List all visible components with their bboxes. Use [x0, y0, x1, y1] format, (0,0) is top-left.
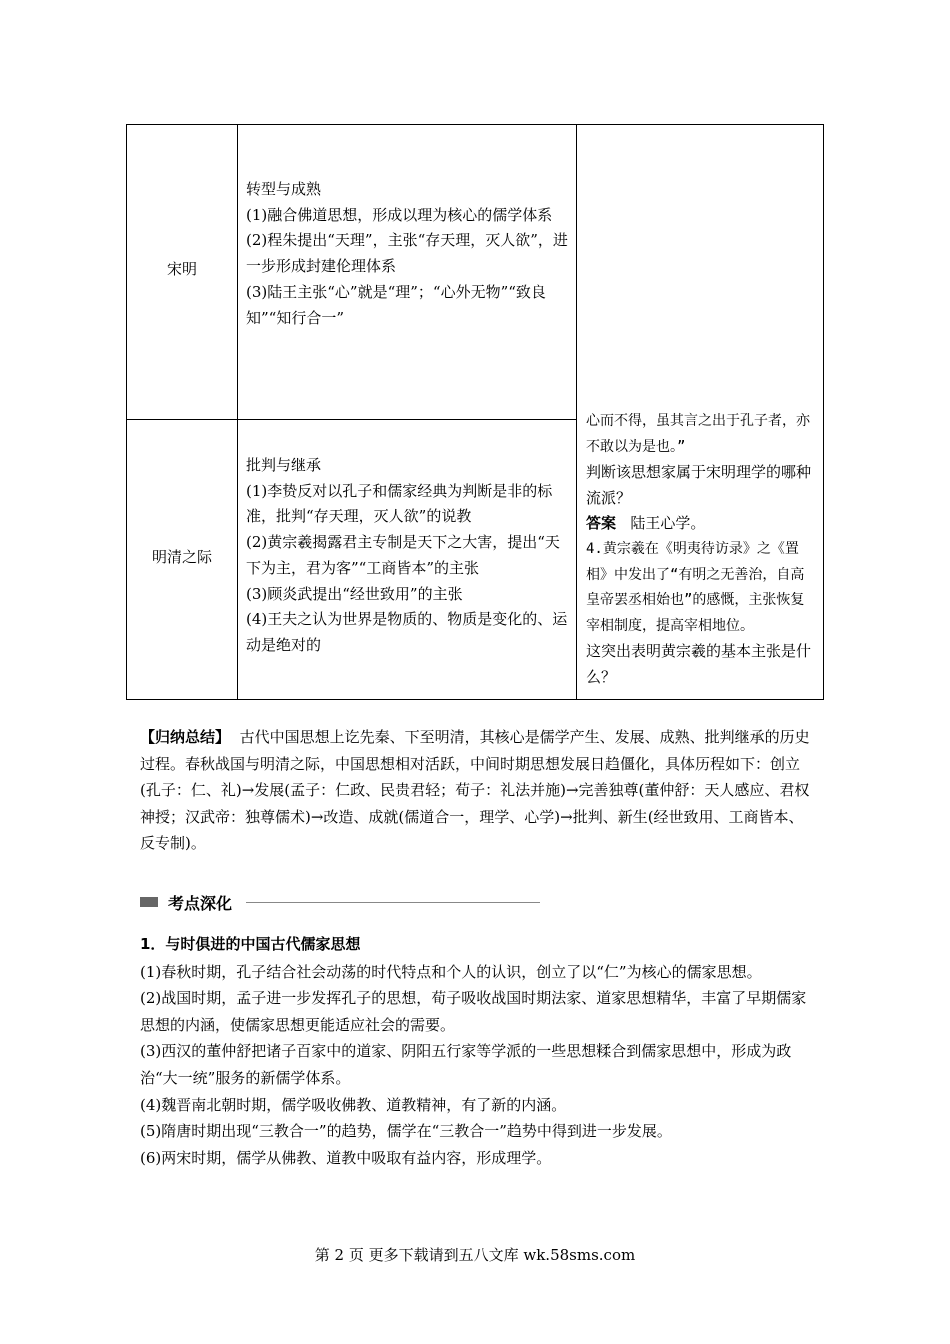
point-item: (6)两宋时期，儒学从佛教、道教中吸取有益内容，形成理学。: [140, 1148, 552, 1167]
table-row-divider: [126, 419, 577, 420]
content-line: (4)王夫之认为世界是物质的、物质是变化的、运动是绝对的: [246, 610, 568, 654]
content-line: 批判与继承: [246, 456, 322, 474]
summary-tag: 【归纳总结】: [140, 728, 231, 746]
side-question-cell: [586, 409, 818, 691]
table-content-cell: [246, 453, 572, 659]
table-col-divider-2: [576, 124, 577, 700]
content-line: (1)融合佛道思想，形成以理为核心的儒学体系: [246, 205, 553, 224]
answer-label: 答案: [586, 514, 617, 533]
points-body: [140, 931, 816, 1171]
table-era-cell: 明清之际: [151, 548, 212, 566]
table-bottom-border: [126, 699, 824, 700]
point-item: (5)隋唐时期出现“三教合一”的趋势，儒学在“三教合一”趋势中得到进一步发展。: [140, 1122, 672, 1141]
point-item: (3)西汉的董仲舒把诸子百家中的道家、阴阳五行家等学派的一些思想糅合到儒家思想中，形成为政治“大一统”服务的新儒学体系。: [140, 1042, 792, 1087]
table-left-border: [126, 124, 127, 700]
points-heading: 1．与时俱进的中国古代儒家思想: [140, 935, 361, 953]
table-top-border: [126, 124, 824, 125]
section-header: [140, 888, 540, 916]
content-line: (1)李贽反对以孔子和儒家经典为判断是非的标准，批判“存天理，灭人欲”的说教: [246, 481, 553, 526]
table-content-cell: [246, 177, 572, 331]
question-4-text: 4.黄宗羲在《明夷待访录》之《置相》中发出了“有明之无善治，自高皇帝罢丞相始也”的感慨，主张恢复宰相制度，提高宰相地位。: [586, 540, 805, 634]
point-item: (4)魏晋南北朝时期，儒学吸收佛教、道教精神，有了新的内涵。: [140, 1095, 567, 1114]
section-rule: [246, 902, 540, 903]
content-line: (2)黄宗羲揭露君主专制是天下之大害，提出“天下为主，君为客”“工商皆本”的主张: [246, 533, 560, 577]
content-line: (2)程朱提出“天理”，主张“存天理，灭人欲”，进一步形成封建伦理体系: [246, 231, 568, 276]
question-4: 这突出表明黄宗羲的基本主张是什么？: [586, 642, 812, 686]
content-line: (3)顾炎武提出“经世致用”的主张: [246, 584, 463, 603]
table-right-border: [823, 124, 824, 700]
point-item: (1)春秋时期，孔子结合社会动荡的时代特点和个人的认识，创立了以“仁”为核心的儒家思想。: [140, 962, 762, 981]
point-item: (2)战国时期，孟子进一步发挥孔子的思想，荀子吸收战国时期法家、道家思想精华，丰富了早期儒家思想的内涵，使儒家思想更能适应社会的需要。: [140, 989, 807, 1034]
section-square-icon: [140, 897, 158, 907]
table-col-divider-1: [237, 124, 238, 700]
content-line: (3)陆王主张“心”就是“理”；“心外无物”“致良知”“知行合一”: [246, 282, 546, 327]
answer-text: 陆王心学。: [630, 514, 706, 533]
page-footer: 第 2 页 更多下载请到五八文库 wk.58sms.com: [314, 1246, 636, 1264]
summary-paragraph: [140, 724, 816, 857]
question-3: 判断该思想家属于宋明理学的哪种流派？: [586, 463, 812, 507]
table-era-cell: 宋明: [166, 260, 197, 278]
section-title: 考点深化: [168, 893, 233, 913]
content-line: 转型与成熟: [246, 180, 322, 198]
answer: [586, 511, 818, 537]
summary-text: 古代中国思想上讫先秦、下至明清，其核心是儒学产生、发展、成熟、批判继承的历史过程。春秋战国与明清之际，中国思想相对活跃，中间时期思想发展日趋僵化，具体历程如下：创立(孔子：仁、礼)→发展(孟子：仁政、民贵君轻；荀子：礼法并施)→完善独尊(董仲舒：天人感应、君权神授；汉武帝：独尊儒术)→改造、成就(儒道合一，理学、心学)→批判、新生(经世致用、工商皆本、反专制)。: [140, 728, 810, 852]
quote-end: 心而不得，虽其言之出于孔子者，亦不敢以为是也。”: [586, 413, 810, 455]
